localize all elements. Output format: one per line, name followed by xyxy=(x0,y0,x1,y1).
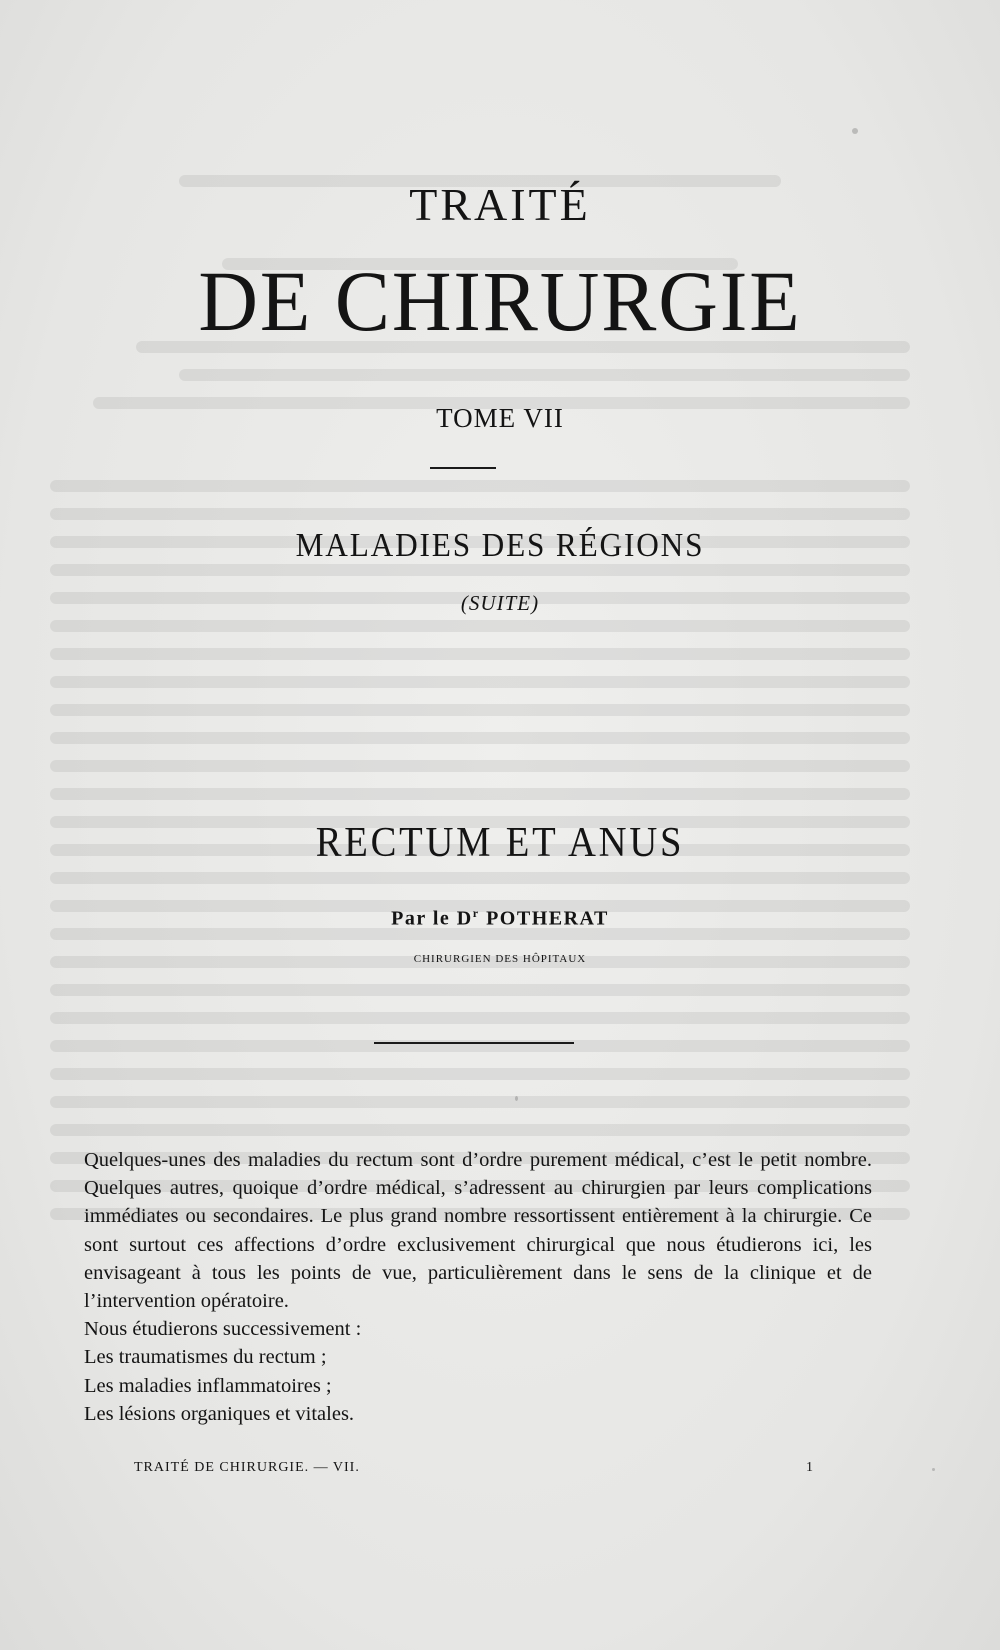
list-intro: Nous étudierons successivement : xyxy=(84,1318,362,1341)
topic-list xyxy=(84,1315,872,1428)
author-prefix: Par le D xyxy=(391,907,473,930)
volume-number: TOME VII xyxy=(436,403,564,433)
author-line xyxy=(0,906,1000,931)
footer-title: TRAITÉ DE CHIRURGIE. — VII. xyxy=(134,1460,360,1475)
list-item: Les traumatismes du rectum ; xyxy=(84,1346,327,1369)
long-divider xyxy=(374,1042,574,1044)
paper-speck xyxy=(852,128,858,134)
author-prefix-sup: r xyxy=(472,906,480,920)
page-number: 1 xyxy=(806,1460,814,1475)
list-item: Les lésions organiques et vitales. xyxy=(84,1402,355,1425)
author-name: POTHERAT xyxy=(486,907,609,930)
chapter-title: RECTUM ET ANUS xyxy=(315,820,685,866)
page-footer xyxy=(134,1460,814,1476)
paper-speck xyxy=(932,1468,935,1471)
book-title-line2: DE CHIRURGIE xyxy=(198,253,802,349)
book-title-line1: TRAITÉ xyxy=(409,179,591,230)
short-divider xyxy=(430,467,496,469)
paper-speck xyxy=(515,1096,518,1101)
section-note: (SUITE) xyxy=(460,591,540,615)
author-affiliation: CHIRURGIEN DES HÔPITAUX xyxy=(413,953,587,965)
list-item: Les maladies inflammatoires ; xyxy=(84,1374,332,1397)
section-title: MALADIES DES RÉGIONS xyxy=(295,527,705,564)
intro-paragraph: Quelques-unes des maladies du rectum sont d’ordre purement médical, c’est le petit nombre. Quelques autres, quoique d’ordre médical, s’adressent au chirurgien par leurs complications immédiates ou secondaires. Le plus grand nombre ressortissent entièrement à la chirurgie. Ce sont surtout ces affections d’ordre exclusivement chirurgical que nous étudierons ici, les envisageant à tous les points de vue, particulièrement dans le sens de la clinique et de l’intervention opératoire. xyxy=(84,1149,872,1313)
body-text xyxy=(84,1146,872,1428)
